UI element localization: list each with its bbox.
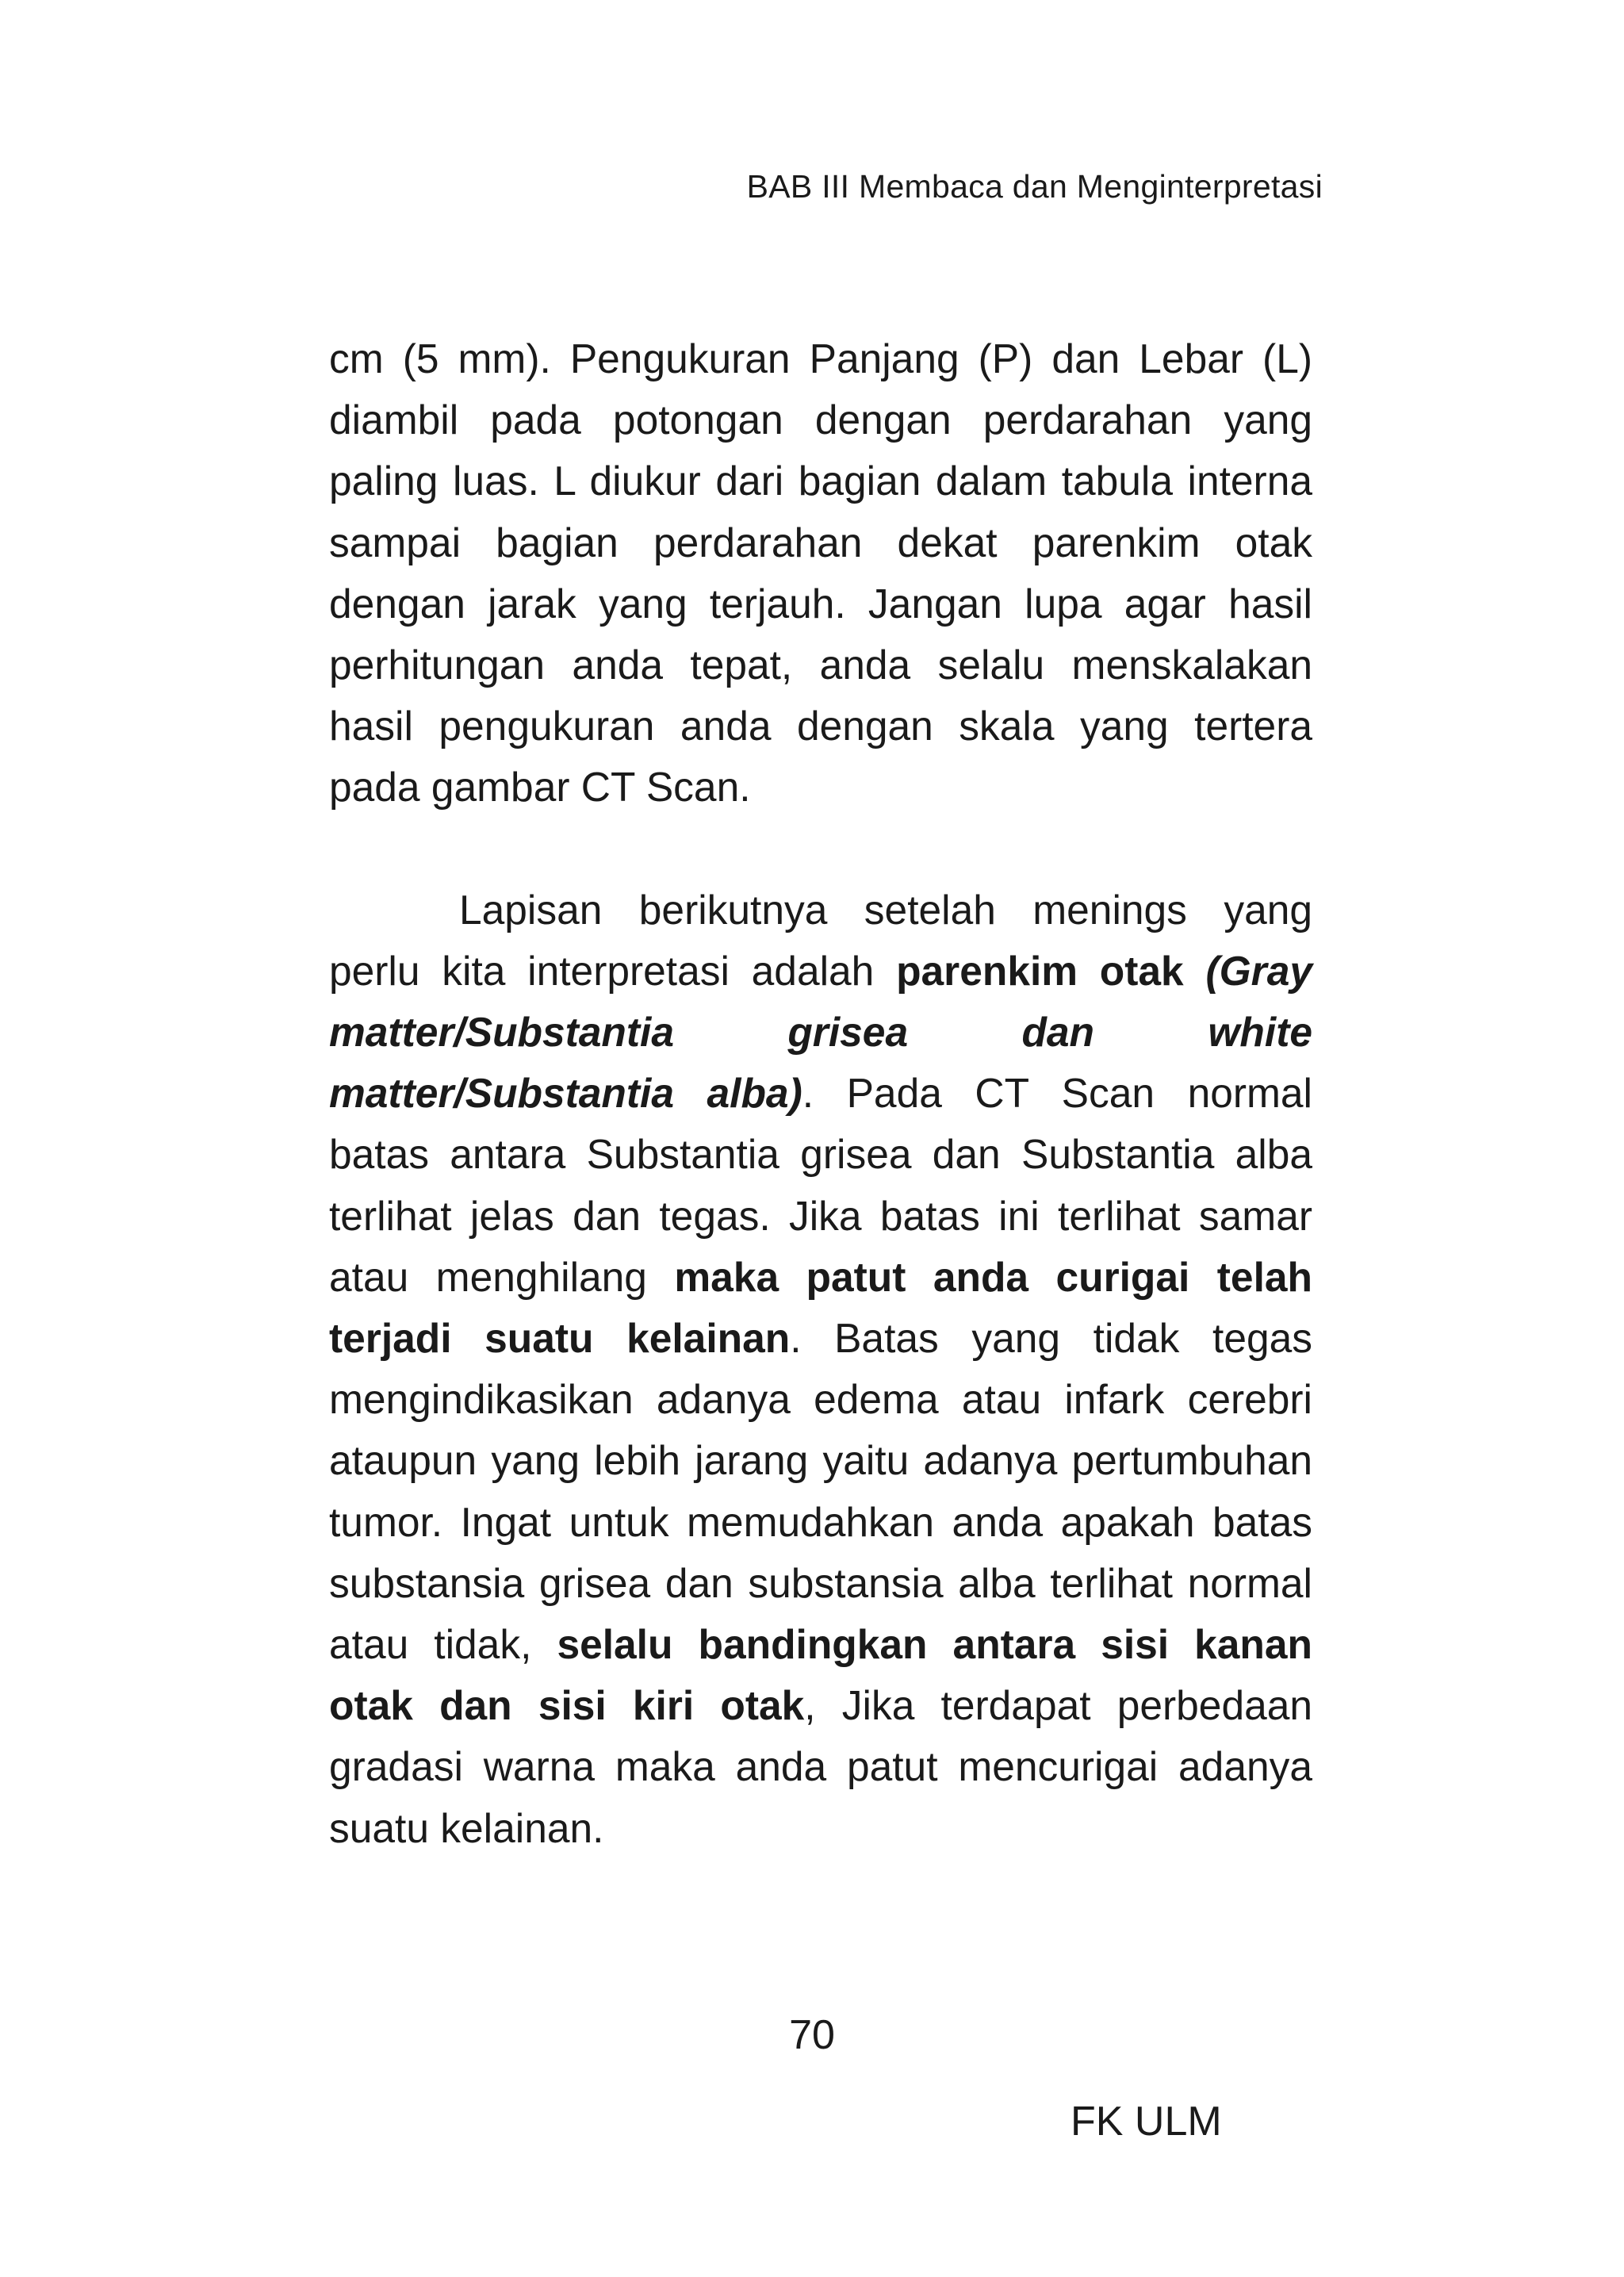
bold-warning-kelainan: maka patut anda curigai telah terjadi suatu kelainan (329, 1253, 1312, 1362)
page-number: 70 (789, 2012, 835, 2058)
paragraph-2-space (1184, 948, 1206, 994)
bold-tip-bandingkan: selalu bandingkan antara sisi kanan otak dan sisi kiri otak (329, 1621, 1312, 1729)
running-header: BAB III Membaca dan Menginterpretasi (746, 168, 1323, 205)
body-text (329, 328, 1312, 1859)
bold-italic-gray-white-matter: (Gray matter/Substantia grisea dan white matter/Substantia alba) (329, 947, 1312, 1117)
paragraph-2-text-4: . Batas yang tidak tegas mengindikasikan adanya edema atau infark cerebri ataupun yang lebih jarang yaitu adanya pertumbuhan tumor. Ingat untuk memudahkan anda apakah batas substansia grisea dan substansia alba terlihat normal atau tidak, (329, 1315, 1312, 1668)
paragraph-2-text-1: Lapisan berikutnya setelah menings yang perlu kita interpretasi adalah (329, 886, 1312, 994)
paragraph-2 (329, 880, 1312, 1859)
paragraph-2-text-5: , Jika terdapat perbedaan gradasi warna maka anda patut mencurigai adanya suatu kelainan. (329, 1682, 1313, 1851)
paragraph-1: cm (5 mm). Pengukuran Panjang (P) dan Lebar (L) diambil pada potongan dengan perdarahan yang paling luas. L diukur dari bagian dalam tabula interna sampai bagian perdarahan dekat parenkim otak dengan jarak yang terjauh. Jangan lupa agar hasil perhitungan anda tepat, anda selalu menskalakan hasil pengukuran anda dengan skala yang tertera pada gambar CT Scan. (329, 335, 1312, 811)
bold-term-parenkim-otak: parenkim otak (896, 947, 1184, 994)
paragraph-2-text-3: . Pada CT Scan normal batas antara Substantia grisea dan Substantia alba terlihat jelas dan tegas. Jika batas ini terlihat samar atau menghilang (329, 1070, 1312, 1300)
footer-label: FK ULM (1071, 2099, 1222, 2145)
